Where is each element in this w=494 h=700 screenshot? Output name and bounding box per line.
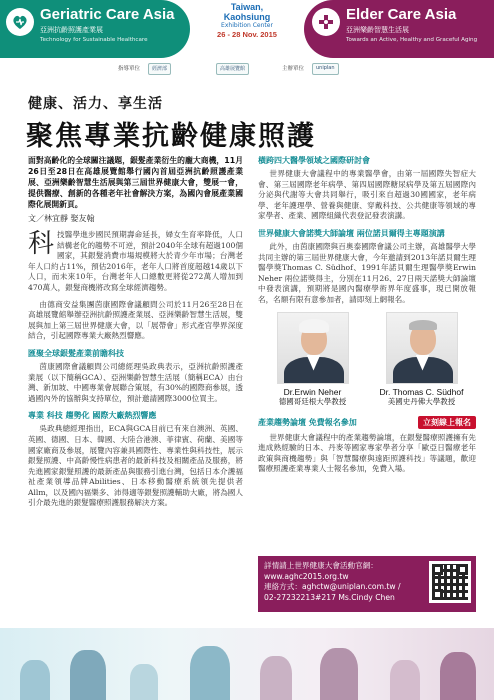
- logo-moea: 經濟部: [148, 63, 171, 75]
- qr-code-icon[interactable]: [429, 561, 471, 603]
- section-heading-conference: 橫跨四大醫學領域之國際研討會: [258, 156, 370, 165]
- photo-neher: [277, 312, 349, 384]
- event-banner: [0, 0, 494, 62]
- section-heading-nobel: 世界健康大會諾獎大師論壇 兩位諾貝爾得主專題演講: [258, 228, 445, 238]
- event-city: Taiwan,: [230, 2, 264, 12]
- footer-photo-strip: [0, 628, 494, 700]
- elderly-figure-icon: [390, 660, 420, 700]
- gca-banner: [0, 0, 190, 58]
- gca-tagline: Technology for Sustainable Healthcare: [40, 37, 148, 43]
- contact-phone: 02-27232213#217 Ms.Cindy Chen: [264, 592, 395, 602]
- eca-logo-icon: [312, 8, 340, 36]
- couple-figure-icon: [320, 648, 358, 700]
- contact-box: [258, 556, 476, 612]
- paragraph-1: [28, 230, 243, 294]
- article-kicker: 健康、活力、享生活: [28, 96, 163, 112]
- gca-title: Geriatric Care Asia: [40, 6, 175, 23]
- photo-sudhof: [386, 312, 458, 384]
- paragraph-3: 茵康國際會議顧問公司總經理吳政典表示，亞洲抗齡照護產業展（以下簡稱GCA）、亞洲樂齡智慧生活展（簡稱ECA）由台灣、新加坡、中國專業會展聯合策展，有30%的國際商參展，透過國內外的協辦與支持單位，預計邀請國際3000位買主。: [28, 361, 243, 403]
- gca-logo-icon: [6, 8, 34, 36]
- elderly-figure-icon: [260, 656, 292, 700]
- section-heading-forum: 產業趨勢論壇 免費報名參加: [258, 417, 357, 427]
- host-label: 主辦單位: [282, 66, 305, 72]
- eca-title: Elder Care Asia: [346, 6, 457, 23]
- organizer-label: 指導單位: [118, 66, 141, 72]
- paragraph-1-text: 技醫學進步國民預期壽命延長，婦女生育率降低，人口結構老化的趨勢不可逆，預計2040年全球有超過100個國家，其銀髮消費市場規模將大於青少年市場；台灣老年人口約占11%，預估2016年，老年人口將首度超越14歲以下人口，而未來10年，台灣老年人口總數更將從272萬人增加到470萬人，銀髮商機將改寫全球經濟趨勢。: [28, 230, 243, 292]
- speaker-name: Dr. Thomas C. Südhof: [379, 386, 464, 397]
- eca-banner: [304, 0, 494, 58]
- section-heading-2: 專業 科技 趨勢化 國際大廠熱烈響應: [28, 411, 157, 421]
- nurse-figure-icon: [190, 646, 230, 700]
- caregiver-figure-icon: [70, 650, 106, 700]
- eca-tagline: Towards an Active, Healthy and Graceful Aging: [346, 37, 478, 43]
- event-venue: Exhibition Center: [221, 22, 273, 29]
- eca-subtitle: 亞洲樂齡智慧生活展: [346, 26, 409, 34]
- speaker-photos: [258, 312, 476, 406]
- article-author: 文／林宜靜 娶友翰: [28, 214, 95, 223]
- paragraph-forum: 世界健康大會議程中的產業趨勢論壇，在銀髮醫療照護擁有先進成熟經驗的日本、丹麥等國家專家學者分享「歐亞日醫療老年政策與商機趨勢」與「智慧醫療與遠距照護科技」等議題，歡迎醫療照護產業專業人士報名參加，免費入場。: [258, 432, 476, 474]
- speaker-sudhof: [378, 312, 466, 406]
- gca-subtitle: 亞洲抗齡照護產業展: [40, 26, 103, 34]
- speaker-neher: [269, 312, 357, 406]
- article-lead: 面對高齡化的全球關注議題，銀髮產業衍生的龐大商機，11月26日至28日在高雄展覽館舉行國內首屆亞洲抗齡照護產業展、亞洲樂齡智慧生活展與第三屆世界健康大會，雙展一會，提供醫療、創新的各種老年社會解決方案，為國內會展產業國際化展開新頁。: [28, 156, 243, 209]
- contact-intro: 詳情請上世界健康大會活動官網：: [264, 561, 378, 570]
- article-title: 聚焦專業抗齡健康照護: [26, 121, 316, 152]
- section-heading-1: 匯聚全球銀髮產業前瞻科技: [28, 348, 124, 358]
- event-date: 26 - 28 Nov. 2015: [217, 30, 277, 39]
- paragraph-nobel: 此外，由茵康國際與百奧泰國際會議公司主辦，高雄醫學大學共同主辦的第三屆世界健康大會，今年邀請到2013年諾貝爾生理醫學獎Thomas C. Südhof、1991年諾貝爾生理醫學獎Erwin Neher 兩位諾獎得主，分別在11月26、27日兩天諾獎大師論壇中發表演講，預期將是國內醫療學術界年度盛事，現已開放報名，名額有限有意參加者，請即刻上網報名。: [258, 241, 476, 304]
- drop-cap: 科: [28, 229, 55, 259]
- elderly-figure-icon: [20, 660, 50, 700]
- event-info: [196, 2, 298, 39]
- event-city-2: Kaohsiung: [223, 12, 271, 22]
- speaker-org: 美國史丹佛大學教授: [387, 396, 456, 406]
- website-link[interactable]: www.aghc2015.org.tw: [264, 571, 349, 581]
- contact-email[interactable]: 連絡方式：aghctw@uniplan.com.tw /: [264, 582, 401, 592]
- speaker-name: Dr.Erwin Neher: [283, 386, 342, 397]
- logo-kec: 高雄展覽館: [216, 63, 249, 75]
- elderly-figure-icon: [440, 652, 476, 700]
- register-online-button[interactable]: 立刻線上報名: [418, 416, 476, 429]
- elderly-figure-icon: [130, 664, 158, 700]
- forum-heading-row: [258, 416, 476, 429]
- left-column: [28, 155, 243, 509]
- paragraph-4: 吳政典總經理指出，ECA與GCA目前已有來自澳洲、英國、英國、德國、日本、韓國、大陸合港澳、菲律賓、荷蘭、美國等國家廠商及參展，展覽內容兼具國際性、專業性與科技性，展示銀髮照護、中高齡慢性病患者的最新科技及相關產品及服務，將先進國家銀髮照護的最新產品與服務引進台灣，包括日本介護福祉產業領導品牌Abilities、日本移動醫療系統領先提供者Allm，以及國內福樂多、沛得適等銀髮照護輔助大廠，將為國人引介最先進的銀髮醫療照護服務解決方案。: [28, 424, 243, 508]
- paragraph-conference: 世界健康大會議程中的專業醫學會，由第一屆國際失智症大會、第三屆國際老年病學、第四屆國際糖尿病學及第五屆國際內分泌與代謝等大會共同舉行，吸引來自超過30國國家，老年病學、老年護理學、營養與健康、穿戴科技、公共健康等領域的專家學者、產業、國際組織代表登記發表演講。: [258, 169, 476, 221]
- logo-uniplan: uniplan: [312, 63, 339, 75]
- paragraph-2: 由德商安益集團茵康國際會議顧問公司於11月26至28日在高雄展覽館舉辦亞洲抗齡照護產業展、亞洲樂齡智慧生活展，雙展與加上第三屆世界健康大會，以「展帶會」形式產官學界深度結合，引起國際專業大廠熱烈響應。: [28, 299, 243, 341]
- speaker-org: 德國哥廷根大學教授: [278, 396, 347, 406]
- right-column: [258, 155, 476, 475]
